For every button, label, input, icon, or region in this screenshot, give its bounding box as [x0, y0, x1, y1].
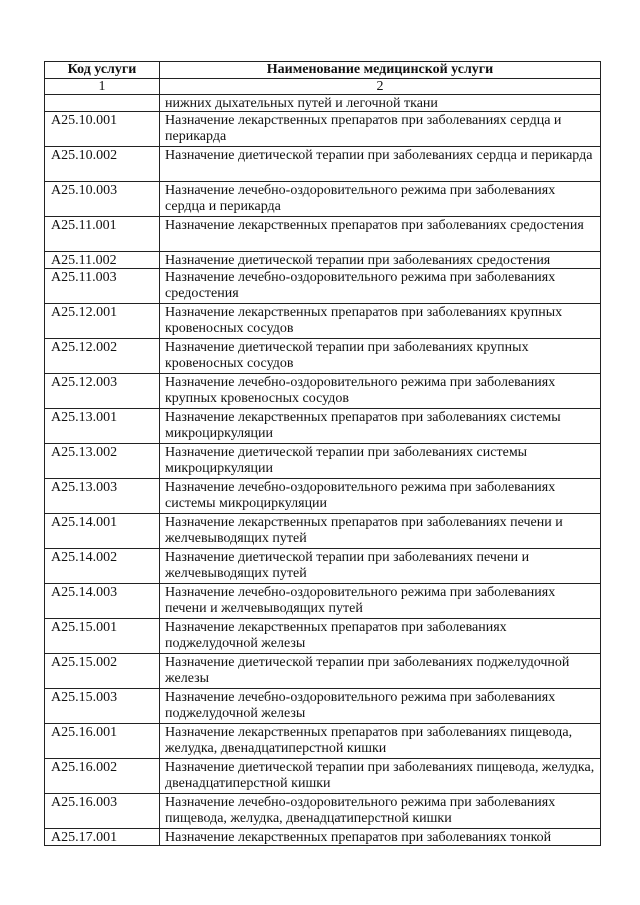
- service-code: A25.16.003: [45, 794, 160, 829]
- service-code: A25.10.002: [45, 147, 160, 182]
- service-code: A25.11.002: [45, 252, 160, 269]
- service-name: Назначение диетической терапии при заболеваниях средостения: [160, 252, 601, 269]
- service-name: Назначение лечебно-оздоровительного режима при заболеваниях пищевода, желудка, двенадцатиперстной кишки: [160, 794, 601, 829]
- table-row: [45, 654, 601, 689]
- table-row: [45, 374, 601, 409]
- service-name: Назначение диетической терапии при заболеваниях сердца и перикарда: [160, 147, 601, 182]
- table-row: [45, 339, 601, 374]
- service-code: A25.10.003: [45, 182, 160, 217]
- service-code: A25.12.003: [45, 374, 160, 409]
- services-table: [44, 61, 601, 846]
- table-row: [45, 584, 601, 619]
- service-code: A25.15.002: [45, 654, 160, 689]
- service-code: A25.10.001: [45, 112, 160, 147]
- service-name: Назначение лечебно-оздоровительного режима при заболеваниях средостения: [160, 269, 601, 304]
- service-name: Назначение лекарственных препаратов при заболеваниях системы микроциркуляции: [160, 409, 601, 444]
- service-code: A25.16.001: [45, 724, 160, 759]
- table-row: [45, 182, 601, 217]
- service-code: A25.13.001: [45, 409, 160, 444]
- continuation-code: [45, 95, 160, 112]
- service-code: A25.13.002: [45, 444, 160, 479]
- service-code: A25.11.001: [45, 217, 160, 252]
- table-row: [45, 147, 601, 182]
- table-row: [45, 724, 601, 759]
- service-name: Назначение диетической терапии при заболеваниях печени и желчевыводящих путей: [160, 549, 601, 584]
- service-code: A25.14.003: [45, 584, 160, 619]
- service-code: A25.17.001: [45, 829, 160, 846]
- service-name: Назначение лекарственных препаратов при заболеваниях средостения: [160, 217, 601, 252]
- column-number-2: 2: [160, 79, 601, 95]
- column-number-row: [45, 79, 601, 95]
- header-name: Наименование медицинской услуги: [160, 62, 601, 79]
- table-row: [45, 689, 601, 724]
- service-name: Назначение диетической терапии при заболеваниях крупных кровеносных сосудов: [160, 339, 601, 374]
- service-name: Назначение лекарственных препаратов при заболеваниях тонкой: [160, 829, 601, 846]
- service-name: Назначение диетической терапии при заболеваниях поджелудочной железы: [160, 654, 601, 689]
- service-code: A25.15.001: [45, 619, 160, 654]
- column-number-1: 1: [45, 79, 160, 95]
- service-code: A25.12.002: [45, 339, 160, 374]
- table-row: [45, 514, 601, 549]
- table-row: [45, 409, 601, 444]
- service-code: A25.12.001: [45, 304, 160, 339]
- service-name: Назначение лекарственных препаратов при заболеваниях сердца и перикарда: [160, 112, 601, 147]
- service-code: A25.14.001: [45, 514, 160, 549]
- table-row: [45, 479, 601, 514]
- table-row: [45, 304, 601, 339]
- service-code: A25.16.002: [45, 759, 160, 794]
- service-name: Назначение лечебно-оздоровительного режима при заболеваниях системы микроциркуляции: [160, 479, 601, 514]
- service-code: A25.15.003: [45, 689, 160, 724]
- header-row: [45, 62, 601, 79]
- table-row: [45, 759, 601, 794]
- service-name: Назначение диетической терапии при заболеваниях пищевода, желудка, двенадцатиперстной кишки: [160, 759, 601, 794]
- service-code: A25.14.002: [45, 549, 160, 584]
- table-row: [45, 549, 601, 584]
- service-name: Назначение лечебно-оздоровительного режима при заболеваниях крупных кровеносных сосудов: [160, 374, 601, 409]
- service-name: Назначение диетической терапии при заболеваниях системы микроциркуляции: [160, 444, 601, 479]
- service-code: A25.13.003: [45, 479, 160, 514]
- continuation-row: [45, 95, 601, 112]
- table-row: [45, 269, 601, 304]
- table-row: [45, 217, 601, 252]
- service-name: Назначение лекарственных препаратов при заболеваниях пищевода, желудка, двенадцатиперстной кишки: [160, 724, 601, 759]
- service-name: Назначение лекарственных препаратов при заболеваниях поджелудочной железы: [160, 619, 601, 654]
- service-name: Назначение лечебно-оздоровительного режима при заболеваниях поджелудочной железы: [160, 689, 601, 724]
- table-row: [45, 619, 601, 654]
- table-row: [45, 252, 601, 269]
- continuation-text: нижних дыхательных путей и легочной ткани: [160, 95, 601, 112]
- service-name: Назначение лекарственных препаратов при заболеваниях печени и желчевыводящих путей: [160, 514, 601, 549]
- table-row: [45, 444, 601, 479]
- table-row: [45, 112, 601, 147]
- table-row: [45, 829, 601, 846]
- service-name: Назначение лечебно-оздоровительного режима при заболеваниях сердца и перикарда: [160, 182, 601, 217]
- service-code: A25.11.003: [45, 269, 160, 304]
- service-name: Назначение лечебно-оздоровительного режима при заболеваниях печени и желчевыводящих путей: [160, 584, 601, 619]
- table-row: [45, 794, 601, 829]
- header-code: Код услуги: [45, 62, 160, 79]
- service-name: Назначение лекарственных препаратов при заболеваниях крупных кровеносных сосудов: [160, 304, 601, 339]
